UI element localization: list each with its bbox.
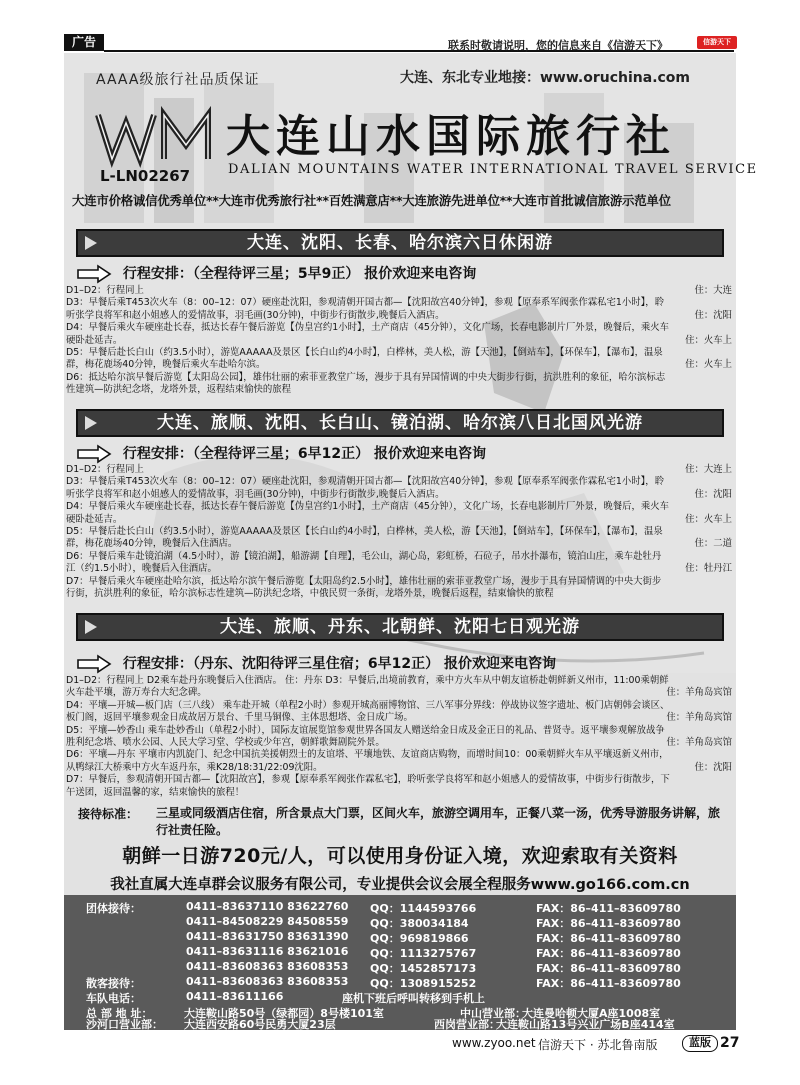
tour-3-title: 大连、旅顺、丹东、北朝鲜、沈阳七日观光游 — [220, 617, 580, 637]
group-phone: 0411–83637110 83622760 — [186, 900, 349, 913]
tour-1-itinerary — [66, 285, 734, 397]
group-phone: 0411–83631750 83631390 — [186, 930, 349, 943]
contact-disclaimer: 联系时敬请说明，您的信息来自《信游天下》 — [448, 39, 668, 52]
license-number: L-LN02267 — [100, 167, 191, 185]
reception-standard-label: 接待标准： — [78, 807, 139, 821]
dispatch-label: 车队电话： — [86, 992, 141, 1005]
tour-2-title: 大连、旅顺、沈阳、长白山、镜泊湖、哈尔滨八日北国风光游 — [157, 413, 643, 433]
page-number: 27 — [720, 1035, 740, 1051]
group-fax: FAX：86–411–83609780 — [536, 917, 681, 930]
specialist-line: 大连、东北专业地接：www.oruchina.com — [400, 70, 691, 86]
itinerary-day: D3：早餐后乘T453次火车（8：00–12：07）硬座赴沈阳，参观清朝开国古都—【沈阳故宫40分钟】，参观【原奉系军阀张作霖私宅1小时】，聆听张学良将军和赵小姐感人的爱情故事，羽毛画(30分钟)，中街步行街散步,晚餐后入酒店。 住：沈阳 — [66, 297, 732, 321]
itinerary-day: D4：平壤—开城—板门店（三八线） 乘车赴开城（单程2小时）参观开城高丽博物馆、三八军事分界线：停战协议签字遗址、板门店朝韩会谈区、板门阁，返回平壤参观金日成故居万景台、千里马铜像、主体思想塔、金日成广场。 住：羊角岛宾馆 — [66, 699, 732, 724]
agency-name-cn: 大连山水国际旅行社 — [226, 111, 676, 162]
shahekou-office: 大连西安路60号民勇大厦23层 — [184, 1018, 336, 1031]
tour-2-itinerary — [66, 464, 734, 600]
edition-badge: 蓝版 — [682, 1035, 718, 1052]
conference-service-line: 我社直属大连卓群会议服务有限公司，专业提供会议会展全程服务www.go166.com.cn — [110, 877, 690, 893]
arrow-right-icon — [76, 265, 112, 283]
hq-address: 大连鞍山路50号（绿都园）8号楼101室 — [184, 1007, 384, 1020]
itinerary-day: D1–D2：行程同上 D2乘车赴丹东晚餐后入住酒店。 住：丹东 D3：早餐后,出境前教育，乘中方火车从中朝友谊桥赴朝鲜新义州市，11:00乘朝鲜火车赴平壤，游万寿台大纪念碑。 住：羊角岛宾馆 — [66, 675, 732, 699]
tour-1-title: 大连、沈阳、长春、哈尔滨六日休闲游 — [247, 233, 553, 253]
xigang-office-label: 西岗营业部： — [434, 1018, 500, 1031]
honors-line: 大连市价格诚信优秀单位**大连市优秀旅行社**百姓满意店**大连旅游先进单位**大连市首批诚信旅游示范单位 — [72, 193, 671, 208]
itinerary-day: D6：平壤—丹东 平壤市内凯旋门、纪念中国抗美援朝烈士的友谊塔、平壤地铁、友谊商店购物，而增时间10：00乘朝鲜火车从平壤返新义州市，从鸭绿江大桥乘中方火车返丹东，乘K28/18:31/22:09沈阳。 住：沈阳 — [66, 749, 732, 773]
banner-flag-icon — [84, 619, 98, 635]
group-qq: QQ：1144593766 — [370, 902, 477, 915]
banner-flag-icon — [84, 235, 98, 251]
group-phone: 0411–83631116 83621016 — [186, 945, 349, 958]
retail-reception-label: 散客接待： — [86, 977, 141, 990]
contact-block — [64, 895, 736, 1030]
itinerary-day: D1–D2：行程同上 住：大连 — [66, 285, 732, 296]
tour-2-banner — [76, 409, 724, 437]
itinerary-day: D5：平壤—妙香山 乘车赴妙香山（单程2小时），国际友谊展览馆参观世界各国友人赠送给金日成及金正日的礼品、普贤寺。返平壤参观解放战争胜利纪念塔、喷水公园、人民大学习堂、学校或少年宫，朝鲜歌舞剧院外景。 住：羊角岛宾馆 — [66, 724, 732, 749]
itinerary-day: D7：早餐后乘火车硬座赴哈尔滨，抵达哈尔滨午餐后游览【太阳岛约2.5小时】，雄伟壮丽的索菲亚教堂广场，漫步于具有异国情调的中央大街步行街，抗洪胜利的象征，哈尔滨标志性建筑—防洪纪念塔，中俄民贸一条街，龙塔外景，晚餐后返程，结束愉快的旅程 — [66, 575, 662, 600]
itinerary-day: D3：早餐后乘T453次火车（8：00–12：07）硬座赴沈阳，参观清朝开国古都—【沈阳故宫40分钟】，参观【原奉系军阀张作霖私宅1小时】，聆听张学良将军和赵小姐感人的爱情故事，羽毛画(30分钟)，中街步行街散步,晚餐后入酒店。 住：沈阳 — [66, 476, 732, 500]
retail-qq: QQ：1308915252 — [370, 977, 477, 990]
itinerary-day: D4：早餐后乘火车硬座赴长春，抵达长春午餐后游览【伪皇宫约1小时】，土产商店（45分钟），文化广场，长春电影制片厂外景，晚餐后，乘火车硬卧赴延吉。 住：火车上 — [66, 501, 732, 525]
retail-fax: FAX：86–411–83609780 — [536, 977, 681, 990]
reception-standard-text: 三星或同级酒店住宿，所含景点大门票，区间火车，旅游空调用车，正餐八菜一汤，优秀导游服务讲解，旅行社责任险。 — [156, 806, 721, 837]
tour-3-itinerary — [66, 675, 734, 799]
itinerary-day: D6：早餐后乘车赴镜泊湖（4.5小时），游【镜泊湖】，船游湖【自理】，毛公山，湖心岛，彩虹桥，石砬子，吊水扑瀑布，镜泊山庄，乘车赴牡丹江（约1.5小时），晚餐后入住酒店。 住：牡丹江 — [66, 550, 732, 575]
zhongshan-office-label: 中山营业部： — [460, 1007, 526, 1020]
hq-address-label: 总 部 地 址： — [86, 1007, 153, 1020]
group-fax: FAX：86–411–83609780 — [536, 932, 681, 945]
north-korea-promo: 朝鲜一日游720元/人，可以使用身份证入境，欢迎索取有关资料 — [122, 845, 678, 867]
arrow-right-icon — [76, 445, 112, 463]
tour-3-schedule-text: 行程安排：（丹东、沈阳待评三星住宿；6早12正） 报价欢迎来电咨询 — [122, 656, 556, 672]
group-fax: FAX：86–411–83609780 — [536, 947, 681, 960]
tour-1-schedule — [76, 263, 476, 283]
group-qq: QQ：1452857173 — [370, 962, 477, 975]
itinerary-day: D6：抵达哈尔滨早餐后游览【太阳岛公园】，雄伟壮丽的索菲亚教堂广场，漫步于具有异国情调的中央大街步行街，抗洪胜利的象征，哈尔滨标志性建筑—防洪纪念塔，龙塔外景，返程结束愉快的旅程 — [66, 371, 666, 396]
zhongshan-office: 大连曼哈顿大厦A座1008室 — [522, 1007, 661, 1020]
ad-label: 广告 — [64, 34, 104, 51]
footer-website: www.zyoo.net — [452, 1036, 536, 1050]
quality-guarantee: AAAA级旅行社品质保证 — [96, 72, 260, 88]
tour-3-schedule — [76, 653, 556, 673]
itinerary-day: D7：早餐后，参观清朝开国古都—【沈阳故宫】，参观【原奉系军阀张作霖私宅】，聆听张学良将军和赵小姐感人的爱情故事，中街步行街散步，下午送团，返回温馨的家，结束愉快的旅程！ — [66, 774, 670, 798]
agency-name-en: DALIAN MOUNTAINS WATER INTERNATIONAL TRAVEL SERVICE — [228, 162, 758, 177]
itinerary-day: D4：早餐后乘火车硬座赴长春，抵达长春午餐后游览【伪皇宫约1小时】，土产商店（45分钟），文化广场，长春电影制片厂外景，晚餐后，乘火车硬卧赴延吉。 住：火车上 — [66, 322, 732, 346]
itinerary-day: D5：早餐后赴长白山（约3.5小时），游览AAAAA及景区【长白山约4小时】，白桦林，美人松，游【天池】，【倒站车】，【环保车】，【瀑布】，温泉群，梅花鹿场40分钟，晚餐后入住酒店。 住：二道 — [66, 526, 732, 550]
itinerary-day: D5：早餐后赴长白山（约3.5小时），游览AAAAA及景区【长白山约4小时】，白桦林，美人松，游【天池】，【倒站车】，【环保车】，【瀑布】，温泉群，梅花鹿场40分钟，晚餐后乘火车赴哈尔滨。 住：火车上 — [66, 347, 732, 371]
group-reception-label: 团体接待： — [86, 902, 141, 915]
arrow-right-icon — [76, 655, 112, 673]
group-phone: 0411–83608363 83608353 — [186, 960, 349, 973]
xigang-office: 大连鞍山路13号兴业广场B座414室 — [496, 1018, 675, 1031]
banner-flag-icon — [84, 415, 98, 431]
publication-logo-badge: 信游天下 — [697, 36, 737, 49]
group-qq: QQ：380034184 — [370, 917, 469, 930]
tour-2-schedule-text: 行程安排：（全程待评三星；6早12正） 报价欢迎来电咨询 — [122, 446, 486, 462]
top-strip — [0, 0, 800, 52]
tour-1-schedule-text: 行程安排：（全程待评三星；5早9正） 报价欢迎来电咨询 — [122, 266, 477, 282]
tour-3-banner — [76, 613, 724, 641]
wm-logo-icon — [92, 109, 222, 165]
group-fax: FAX：86–411–83609780 — [536, 962, 681, 975]
group-qq: QQ：969819866 — [370, 932, 469, 945]
group-fax: FAX：86–411–83609780 — [536, 902, 681, 915]
group-phone: 0411–84508229 84508559 — [186, 915, 349, 928]
tour-1-banner — [76, 229, 724, 257]
footer-publication: 信游天下 · 苏北鲁南版 — [538, 1038, 658, 1052]
page-footer — [0, 1034, 800, 1054]
retail-phone: 0411–83608363 83608353 — [186, 975, 349, 988]
group-qq: QQ：1113275767 — [370, 947, 477, 960]
shahekou-office-label: 沙河口营业部： — [86, 1018, 163, 1031]
tour-2-schedule — [76, 443, 486, 463]
advertisement — [64, 53, 758, 1030]
dispatch-phone: 0411–83611166 — [186, 990, 284, 1003]
dispatch-note: 座机下班后呼叫转移到手机上 — [342, 992, 485, 1005]
itinerary-day: D1–D2：行程同上 住：大连上 — [66, 464, 732, 475]
